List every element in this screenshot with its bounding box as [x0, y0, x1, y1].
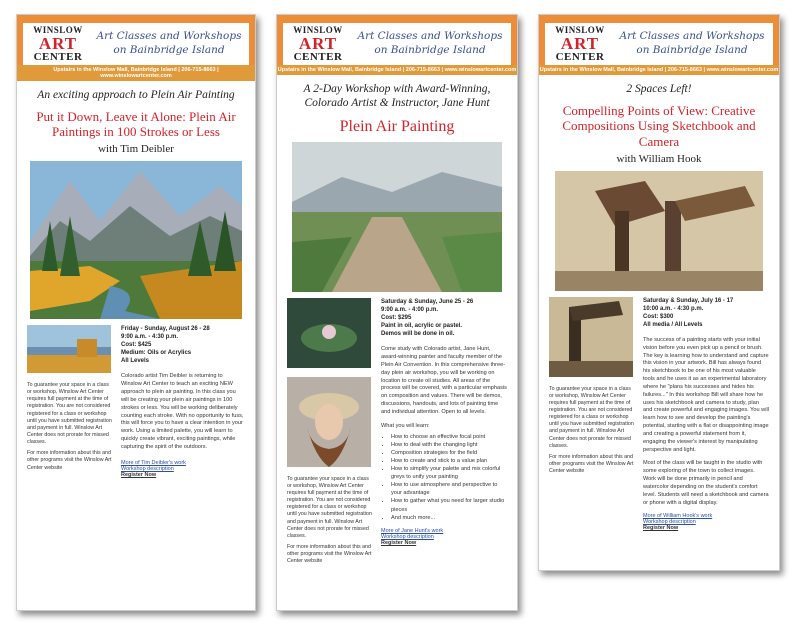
list-item: • How to use atmosphere and perspective to your advantage — [391, 481, 507, 497]
tagline: Art Classes and Workshops on Bainbridge Island — [357, 30, 503, 56]
details: Saturday & Sunday, July 16 - 17 10:00 a.m. - 4:30 p.m. Cost: $300 All media / All Levels — [643, 297, 734, 328]
more-info: For more information about this and other programs visit the Winslow Art Center website — [287, 544, 372, 565]
register-now-link[interactable]: Register Now — [381, 539, 417, 546]
tagline: Art Classes and Workshops on Bainbridge Island — [619, 30, 765, 56]
kicker: A 2-Day Workshop with Award-Winning, Colorado Artist & Instructor, Jane Hunt — [303, 83, 491, 109]
list-item: • How to simplify your palette and mix colorful greys to unify your painting — [391, 465, 507, 481]
instructor: with William Hook — [616, 152, 702, 165]
list-item: • How to choose an effective focal point — [391, 433, 507, 441]
workshop-title: Plein Air Painting — [339, 117, 455, 135]
address-bar: Upstairs in the Winslow Mall, Bainbridge Island | 206-715-8663 | www.winslowartcenter.com — [17, 65, 255, 81]
workshop-description-link[interactable]: Workshop description — [643, 519, 696, 526]
newsletter-card-hunt — [276, 14, 518, 611]
header — [17, 23, 255, 65]
description: The success of a painting starts with your initial vision before you even pick up a pencil or brush. The key is learning how to understand and capture this vision in your artwork. Bill has always found his sketchbook to be one of his most valuable tools and he uses it as an experimental laboratory where he "plans his successes and hides his failures..." In this workshop Bill will share how he uses his sketchbook and camera to study, plan and create powerful and engaging images. You will learn how to see and develop the painting's potential, starting with a flat or disappointing image and creating a powerful statement from it, engaging the viewer's interest by manipulating perspective and light. — [643, 336, 769, 453]
address-bar: Upstairs in the Winslow Mall, Bainbridge Island | 206-715-8663 | www.winslowartcenter.com — [277, 67, 517, 73]
logo[interactable]: WINSLOW ART CENTER — [293, 24, 343, 63]
top-accent-bar — [17, 15, 255, 23]
tagline: Art Classes and Workshops on Bainbridge Island — [96, 30, 242, 56]
top-accent-bar — [539, 15, 779, 23]
small-landscape-image — [27, 325, 111, 373]
details: Saturday & Sunday, June 25 - 26 9:00 a.m. - 4:00 p.m. Cost: $295 Paint in oil, acrylic or pastel. Demos will be done in oil. — [381, 298, 474, 338]
registration-policy: To guarantee your space in a class or workshop, Winslow Art Center requires full payment at the time of registration. You are not considered registered for a class or workshop until you have submitted registration and payment in full. Winslow Art Center does not prorate for missed classes. — [549, 385, 634, 449]
top-accent-bar — [277, 15, 517, 23]
kicker: An exciting approach to Plein Air Painting — [37, 89, 235, 101]
list-item: • Composition strategies for the field — [391, 449, 507, 457]
register-now-link[interactable]: Register Now — [643, 525, 679, 532]
meadow-painting-image — [292, 142, 502, 292]
register-now-link[interactable]: Register Now — [121, 471, 157, 478]
description-2: Most of the class will be taught in the studio with some exploring of the town to collect images. Work will be done primarily in pencil and watercolor depending on the student's comfort level. Students will need a sketchbook and camera or phone with a digital display. — [643, 460, 769, 506]
more-info: For more information about this and other programs visit the Winslow Art Center website — [27, 450, 112, 471]
learn-label: What you will learn: — [381, 422, 430, 429]
kicker: 2 Spaces Left! — [626, 83, 692, 95]
industrial-painting-image — [555, 171, 763, 291]
newsletter-card-hook — [538, 14, 780, 571]
details: Friday - Sunday, August 26 - 28 9:00 a.m. - 4:30 p.m. Cost: $425 Medium: Oils or Acrylics All Levels — [121, 325, 210, 365]
instructor-photo — [287, 377, 371, 467]
address-bar: Upstairs in the Winslow Mall, Bainbridge Island | 206-715-8663 | www.winslowartcenter.com — [539, 67, 779, 73]
more-work-link[interactable]: More of Tim Deibler's work — [121, 459, 186, 466]
workshop-description-link[interactable]: Workshop description — [121, 465, 174, 472]
description: Come study with Colorado artist, Jane Hunt, award-winning painter and faculty member of the Plein Air Convention. In this comprehensive three-day plein air workshop, you will be working on location to create oil studies. All areas of the process will be covered, with a particular emphasis on composition and values. There will be demos, discussions, handouts, and lots of painting time and individual attention. Open to all levels. — [381, 346, 507, 415]
newsletter-card-deibler — [16, 14, 256, 611]
logo[interactable]: WINSLOW ART CENTER — [555, 24, 605, 63]
lily-pad-image — [287, 298, 371, 368]
landscape-painting-image — [30, 161, 242, 319]
header — [277, 23, 517, 65]
header — [539, 23, 779, 65]
description: Colorado artist Tim Deibler is returning to Winslow Art Center to teach an exciting NEW approach to plein air painting. In this class you will be creating your plein air paintings in 100 strokes or less. You will be working deliberately counting each stroke. With no opportunity to fuss, this will force you to have a clear intention in your work. Using a limited palette, you will learn to quickly create vibrant, exciting paintings, while capturing the spirit of the outdoors. — [121, 373, 244, 450]
more-info: For more information about this and other programs visit the Winslow Art Center website — [549, 453, 634, 475]
instructor: with Tim Deibler — [98, 142, 174, 155]
workshop-description-link[interactable]: Workshop description — [381, 533, 434, 540]
workshop-title: Put it Down, Leave it Alone: Plein Air Paintings in 100 Strokes or Less — [36, 108, 236, 140]
more-work-link[interactable]: More of Jane Hunt's work — [381, 527, 444, 534]
list-item: • And much more... — [391, 514, 507, 522]
list-item: • How to create and stick to a value plan — [391, 457, 507, 465]
registration-policy: To guarantee your space in a class or workshop, Winslow Art Center requires full payment at the time of registration. You are not considered registered for a class or workshop until you have submitted registration and payment in full. Winslow Art Center does not prorate for missed classes. — [287, 475, 372, 539]
sketch-image — [549, 297, 633, 377]
registration-policy: To guarantee your space in a class or workshop, Winslow Art Center requires full payment at the time of registration. You are not considered registered for a class or workshop until you have submitted registration and payment in full. Winslow Art Center does not prorate for missed classes. — [27, 381, 112, 446]
list-item: • How to deal with the changing light — [391, 441, 507, 449]
more-work-link[interactable]: More of William Hook's work — [643, 513, 713, 520]
workshop-title: Compelling Points of View: Creative Compositions Using Sketchbook and Camera — [562, 102, 756, 149]
learn-list — [381, 433, 507, 522]
logo[interactable]: WINSLOW ART CENTER — [33, 24, 83, 63]
list-item: • How to gather what you need for larger studio pieces — [391, 497, 507, 513]
